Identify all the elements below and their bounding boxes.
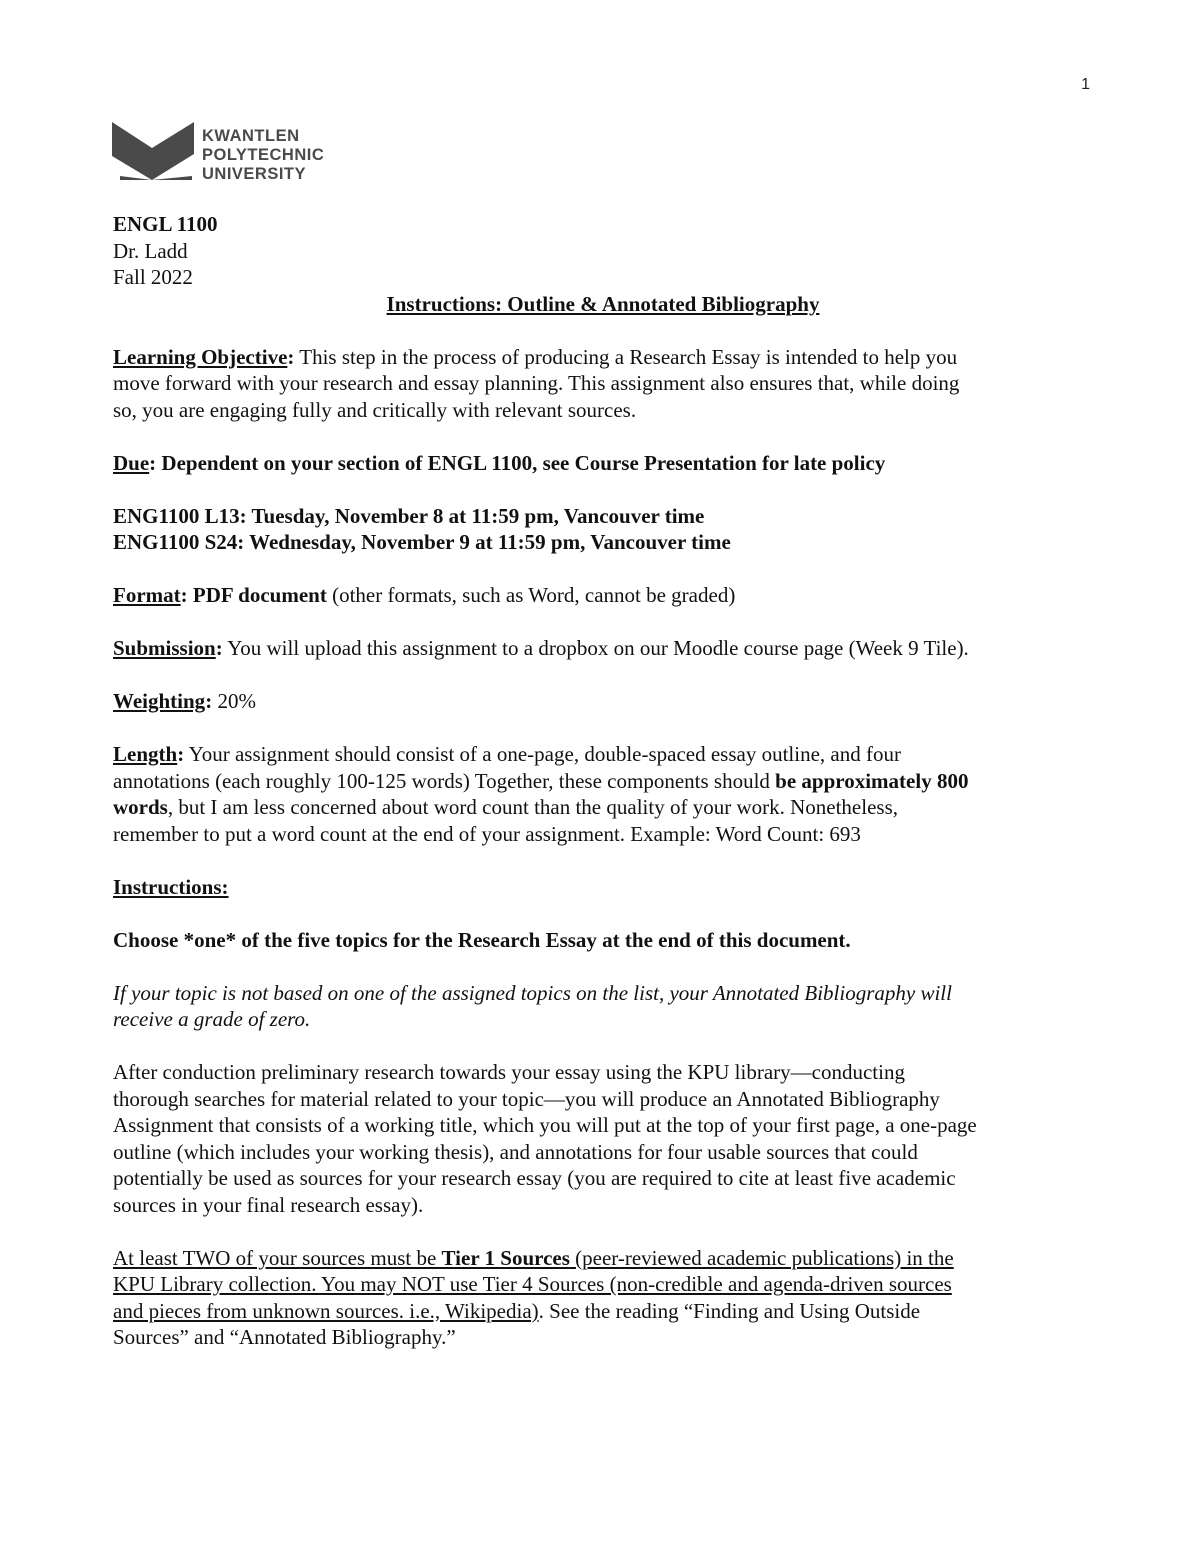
document-body: ENGL 1100 Dr. Ladd Fall 2022 Instructions: Outline & Annotated Bibliography Learning Objective: This step in the process of producing a Research Essay is intended to help you move forward with your research and essay planning. This assignment also ensures that, while doing so, you are engaging fully and critically with relevant sources. Due: Dependent on your section of ENGL 1100, see Course Presentation for late policy ENG1100 L13: Tuesday, November 8 at 11:59 pm, Vancouver time ENG1100 S24: Wednesday, November 9 at 11:59 pm, Vancouver time Format: PDF document (other formats, such as Word, cannot be graded) Submission: You will upload this assignment to a dropbox on our Moodle course page (Week 9 Tile). Weighting: 20% Length: Your assignment should consist of a one-page, double-spaced essay outline, and four annotations (each roughly 100-125 words) Together, these components should be approximately 800 words, but I am less concerned about word count than the quality of your work. Nonetheless, remember to put a word count at the end of your assignment. Example: Word Count: 693 Instructions: Choose *one* of the five topics for the Research Essay at the end of this document. If your topic is not based on one of the assigned topics on the list, your Annotated Bibliography will receive a grade of zero. After conduction preliminary research towards your essay using the KPU library—conducting thorough searches for material related to your topic—you will produce an Annotated Bibliography Assignment that consists of a working title, which you will put at the top of your first page, a one-page outline (which includes your working thesis), and annotations for four usable sources that could potentially be used as sources for your research essay (you are required to cite at least five academic sources in your final research essay). At least TWO of your sources must be Tier 1 Sources (peer-reviewed academic publications) in the KPU Library collection. You may NOT use Tier 4 Sources (non-credible and agenda-driven sources and pieces from unknown sources. i.e., Wikipedia). See the reading “Finding and Using Outside Sources” and “Annotated Bibliography.” [113,211,1093,1351]
instructor-name: Dr. Ladd [113,238,188,263]
learning-objective-paragraph: Learning Objective: This step in the process of producing a Research Essay is intended to help you [113,344,958,369]
assignment-description: After conduction preliminary research towards your essay using the KPU library—conducting thorough searches for material related to your topic—you will produce an Annotated Bibliography Assignment that consists of a working title, which you will put at the top of your first page, a one-page outline (which includes your working thesis), and annotations for four usable sources that could potentially be used as sources for your research essay (you are required to cite at least five academic sources in your final research essay). [113,1060,977,1217]
section-deadline: ENG1100 L13: Tuesday, November 8 at 11:59 pm, Vancouver time [113,503,705,528]
instructions-heading: Instructions: [113,874,229,899]
submission-paragraph: Submission: You will upload this assignment to a dropbox on our Moodle course page (Week 9 Tile). [113,636,969,660]
weighting-paragraph: Weighting: 20% [113,689,256,713]
kpu-chevron-icon [112,118,196,182]
page-title: Instructions: Outline & Annotated Bibliography [386,291,820,316]
logo-wordmark: KWANTLEN POLYTECHNIC UNIVERSITY [202,127,325,183]
choose-topic-instruction: Choose *one* of the five topics for the Research Essay at the end of this document. [113,927,851,952]
kpu-logo [112,118,352,188]
length-paragraph: Length: Your assignment should consist of a one-page, double-spaced essay outline, and four [113,742,901,766]
course-code: ENGL 1100 [113,212,218,236]
source-requirements: At least TWO of your sources must be Tier 1 Sources (peer-reviewed academic publications) in the KPU Library collection. You may NOT use Tier 4 Sources (non-credible and agenda-driven sources and pieces from unknown sources. i.e., Wikipedia). See the reading “Finding and Using Outside Sources” and “Annotated Bibliography.” [113,1245,954,1349]
due-paragraph: Due: Dependent on your section of ENGL 1100, see Course Presentation for late policy [113,450,886,475]
page-number: 1 [1081,76,1090,93]
zero-grade-warning: If your topic is not based on one of the assigned topics on the list, your Annotated Bibliography will [113,980,952,1005]
term: Fall 2022 [113,265,193,289]
section-deadline: ENG1100 S24: Wednesday, November 9 at 11:59 pm, Vancouver time [113,530,731,554]
format-paragraph: Format: PDF document (other formats, such as Word, cannot be graded) [113,583,736,607]
